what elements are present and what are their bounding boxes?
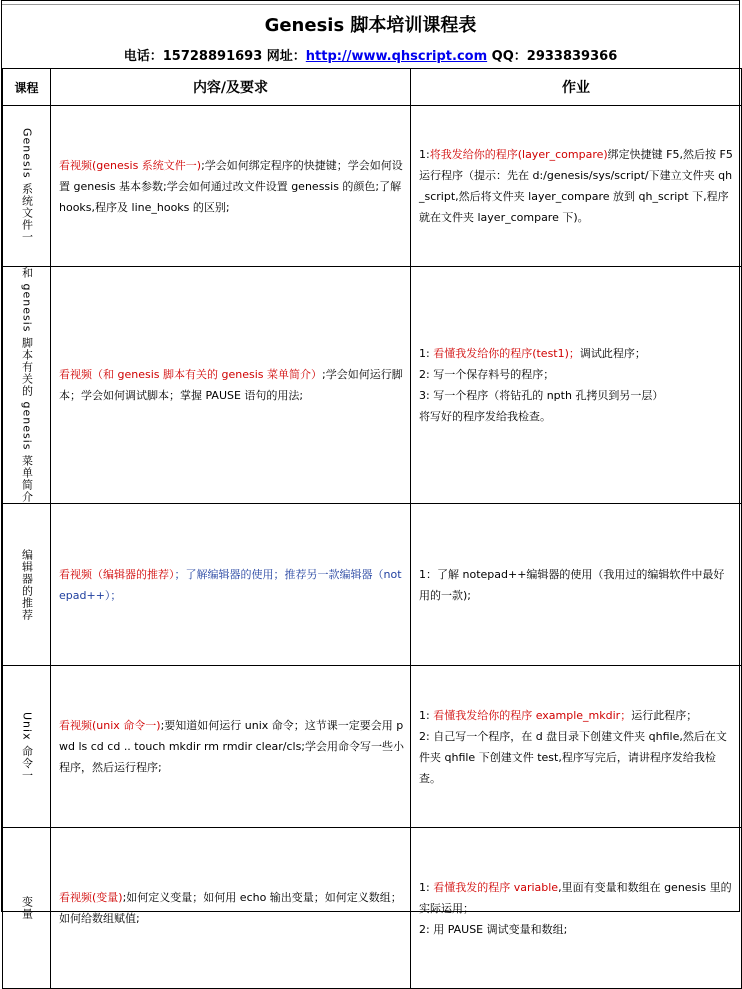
- course-cell: [3, 666, 51, 828]
- content-cell: [51, 106, 411, 267]
- homework-cell: [411, 106, 742, 267]
- top-border: [2, 1, 739, 5]
- table-row: [3, 106, 742, 267]
- content-video: 看视频(unix 命令一): [59, 719, 161, 733]
- course-name: Unix 命令一: [20, 711, 34, 782]
- phone-number: 15728891693: [162, 49, 263, 64]
- table-row: [3, 666, 742, 828]
- header-content: 内容/及要求: [51, 69, 411, 106]
- course-name: 变量: [20, 896, 34, 921]
- course-name: 和 genesis 脚本有关的 genesis 菜单简介: [20, 267, 34, 504]
- content-cell: [51, 666, 411, 828]
- phone-label: 电话：: [123, 49, 163, 64]
- homework-text: 运行此程序； 2: 自己写一个程序，在 d 盘目录下创建文件夹 qhfile,然后在文件夹 qhfile 下创建文件 test,程序写完后，请讲程序发给我检查。: [419, 708, 727, 785]
- homework-cell: [411, 267, 742, 504]
- content-video: 看视频(genesis 系统文件一): [59, 158, 202, 172]
- homework-highlight: 将我发给你的程序(layer_compare): [429, 148, 608, 161]
- content-cell: [51, 267, 411, 504]
- qq-number: 2933839366: [526, 49, 618, 64]
- course-table: [2, 68, 742, 989]
- homework-text: 绑定快捷键 F5,然后按 F5 运行程序（提示：先在 d:/genesis/sys/script/下建立文件夹 qh_script,然后将文件夹 layer_compare 放到 qh_script 下,程序就在文件夹 layer_compare 下)。: [419, 148, 733, 224]
- site-label: 网址：: [266, 49, 306, 64]
- qq-label: QQ：: [491, 49, 527, 64]
- homework-cell: [411, 504, 742, 666]
- header-homework: 作业: [411, 69, 742, 106]
- table-row: [3, 828, 742, 989]
- table-row: [3, 504, 742, 666]
- content-video: 看视频（编辑器的推荐）: [59, 567, 175, 581]
- header-course: 课程: [3, 69, 51, 106]
- course-cell: [3, 106, 51, 267]
- homework-prefix: 1:: [419, 708, 434, 722]
- course-cell: [3, 828, 51, 989]
- course-cell: [3, 267, 51, 504]
- course-name: 编辑器的推荐: [20, 548, 34, 621]
- page-title: Genesis 脚本培训课程表: [264, 15, 477, 36]
- content-text: ;如何定义变量；如何用 echo 输出变量；如何定义数组；如何给数组赋值;: [59, 891, 402, 926]
- site-link[interactable]: http://www.qhscript.com: [305, 49, 488, 64]
- homework-cell: [411, 828, 742, 989]
- content-video: 看视频（和 genesis 脚本有关的 genesis 菜单简介）: [59, 368, 322, 381]
- homework-text: 调试此程序； 2: 写一个保存料号的程序； 3: 写一个程序（将钻孔的 npth 孔拷贝到另一层） 将写好的程序发给我检查。: [419, 347, 664, 423]
- content-cell: [51, 828, 411, 989]
- table-row: [3, 267, 742, 504]
- homework-cell: [411, 666, 742, 828]
- course-name: Genesis 系统文件一: [20, 128, 34, 244]
- content-text: ；了解编辑器的使用；推荐另一款编辑器（notepad++）；: [59, 567, 402, 602]
- content-text: ;学会如何绑定程序的快捷键；学会如何设置 genesis 基本参数;学会如何通过改文件设置 genessis 的颜色;了解 hooks,程序及 line_hooks 的区别;: [59, 158, 403, 214]
- course-sheet: [1, 0, 740, 936]
- homework-prefix: 1:: [419, 148, 430, 161]
- content-cell: [51, 504, 411, 666]
- homework-prefix: 1:: [419, 880, 434, 894]
- homework-highlight: 看懂我发给你的程序(test1)；: [433, 347, 580, 360]
- content-video: 看视频(变量): [59, 891, 123, 905]
- homework-highlight: 看懂我发给你的程序 example_mkdir；: [433, 708, 632, 722]
- homework-text: 1：了解 notepad++编辑器的使用（我用过的编辑软件中最好用的一款);: [419, 567, 725, 602]
- homework-highlight: 看懂我发的程序 variable: [433, 880, 559, 894]
- homework-text: ,里面有变量和数组在 genesis 里的实际运用； 2: 用 PAUSE 调试变量和数组;: [419, 880, 732, 936]
- content-text: ;学会如何运行脚本；学会如何调试脚本；掌握 PAUSE 语句的用法;: [59, 368, 403, 402]
- contact-line: [2, 45, 739, 64]
- homework-prefix: 1:: [419, 347, 434, 360]
- course-cell: [3, 504, 51, 666]
- table-header-row: [3, 69, 742, 106]
- content-text: ;要知道如何运行 unix 命令；这节课一定要会用 pwd ls cd cd .. touch mkdir rm rmdir clear/cls;学会用命令写一些小程序，然后运行程序;: [59, 719, 405, 775]
